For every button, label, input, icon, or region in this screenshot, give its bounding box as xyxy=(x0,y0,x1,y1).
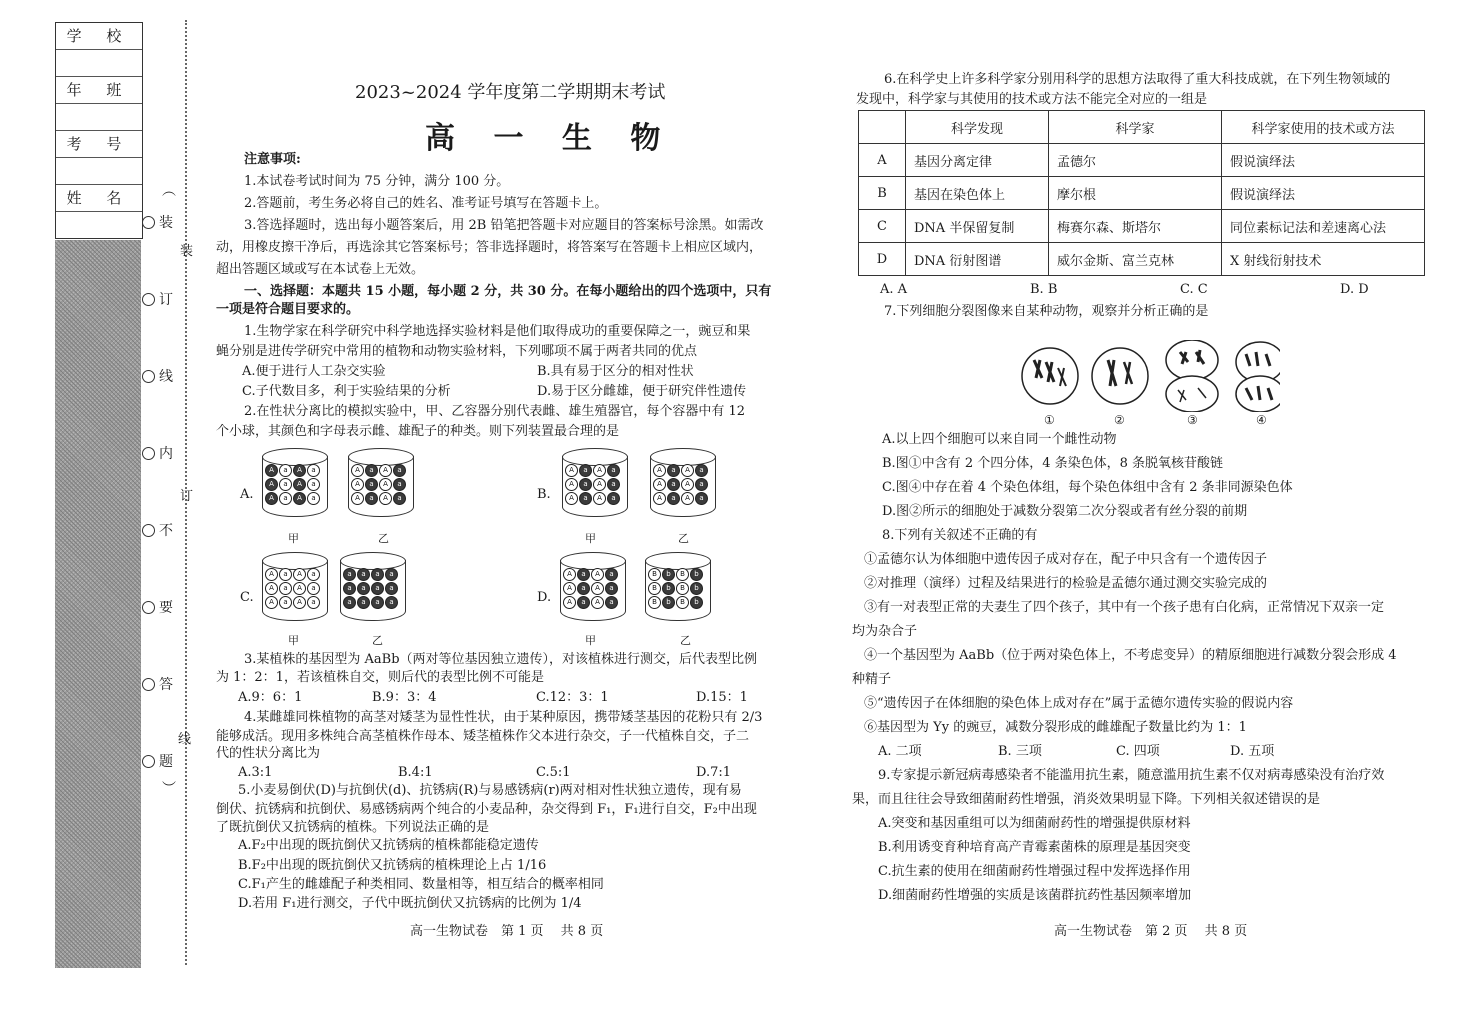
gamete-ball: a xyxy=(695,464,708,477)
q2-stem: 2.在性状分离比的模拟实验中，甲、乙容器分别代表雌、雄生殖器官，每个容器中有 12 xyxy=(244,404,746,419)
q8-statement: ⑤“遗传因子在体细胞的染色体上成对存在”属于孟德尔遗传实验的假说内容 xyxy=(864,696,1294,711)
q2-option-a-label: A. xyxy=(240,487,254,502)
gamete-ball: a xyxy=(579,464,592,477)
q8-statement: 种精子 xyxy=(852,672,892,687)
seal-circle-icon xyxy=(142,524,155,537)
q4-option-c: C.5:1 xyxy=(536,765,571,780)
jar-balls xyxy=(565,464,625,505)
jar-balls xyxy=(343,568,403,609)
q8-option-b: B. 三项 xyxy=(998,744,1042,759)
gamete-ball: a xyxy=(357,568,370,581)
gamete-ball: A xyxy=(653,478,666,491)
gamete-ball: A xyxy=(379,464,392,477)
gamete-ball: A xyxy=(265,568,278,581)
exam-title: 2023~2024 学年度第二学期期末考试 xyxy=(355,82,666,103)
cell-label: ④ xyxy=(1256,413,1267,427)
gamete-ball: a xyxy=(307,596,320,609)
gamete-ball: A xyxy=(563,568,576,581)
gamete-ball: a xyxy=(385,596,398,609)
table-header-cell xyxy=(859,111,906,144)
gamete-ball: A xyxy=(565,478,578,491)
gamete-ball: B xyxy=(648,596,661,609)
table-header-row xyxy=(859,111,1425,144)
q2-stem: 个小球，其颜色和字母表示雌、雄配子的种类。则下列装置最合理的是 xyxy=(216,424,620,439)
table-cell: X 射线衍射技术 xyxy=(1222,243,1425,276)
q6-option-b: B. B xyxy=(1030,282,1058,297)
gamete-ball: a xyxy=(607,464,620,477)
jar-caption: 甲 xyxy=(288,634,299,647)
gamete-ball: a xyxy=(577,568,590,581)
seal-word-1: 装 xyxy=(142,212,173,232)
jar-balls xyxy=(265,568,325,609)
q2-option-c-label: C. xyxy=(240,590,254,605)
gamete-ball: a xyxy=(343,596,356,609)
q8-statement: ④一个基因型为 AaBb（位于两对染色体上，不考虑变异）的精原细胞进行减数分裂会形成 4 xyxy=(864,648,1397,663)
q1-option-c: C.子代数目多，利于实验结果的分析 xyxy=(242,384,451,399)
gamete-ball: A xyxy=(591,568,604,581)
q8-statement: ③有一对表型正常的夫妻生了四个孩子，其中有一个孩子患有白化病，正常情况下双亲一定 xyxy=(864,600,1385,615)
gamete-ball: A xyxy=(293,596,306,609)
gamete-ball: A xyxy=(593,492,606,505)
gamete-ball: a xyxy=(307,492,320,505)
gamete-ball: A xyxy=(351,478,364,491)
table-cell: 假说演绎法 xyxy=(1222,144,1425,177)
gamete-ball: a xyxy=(667,478,680,491)
jar-caption: 甲 xyxy=(585,634,596,647)
seal-close-paren: ︶ xyxy=(162,781,176,797)
cell-label: ① xyxy=(1044,413,1055,427)
gamete-ball: a xyxy=(385,568,398,581)
gamete-ball: A xyxy=(265,596,278,609)
jar-caption: 乙 xyxy=(372,634,383,647)
seal-circle-icon xyxy=(142,293,155,306)
field-name-label: 姓 名 xyxy=(56,185,142,212)
q9-stem: 9.专家提示新冠病毒感染者不能滥用抗生素，随意滥用抗生素不仅对病毒感染没有治疗效 xyxy=(878,768,1385,783)
q4-stem: 能够成活。现用多株纯合高茎植株作母本、矮茎植株作父本进行杂交，子一代植株自交，子二 xyxy=(216,729,750,744)
gamete-ball: a xyxy=(371,596,384,609)
q7-option-c: C.图④中存在着 4 个染色体组，每个染色体组中含有 2 条非同源染色体 xyxy=(882,480,1293,495)
gamete-ball: A xyxy=(293,492,306,505)
cell-division-figures xyxy=(1020,340,1280,412)
jar-balls xyxy=(648,568,708,609)
gamete-ball: A xyxy=(351,464,364,477)
gamete-ball: a xyxy=(279,582,292,595)
jar-caption: 乙 xyxy=(678,532,689,545)
jar xyxy=(560,552,626,628)
q4-option-d: D.7:1 xyxy=(696,765,732,780)
q1-stem: 蝇分别是进传学研究中常用的植物和动物实验材料，下列哪项不属于两者共同的优点 xyxy=(216,344,698,359)
q4-option-b: B.4:1 xyxy=(398,765,433,780)
q4-stem: 4.某雌雄同株植物的高茎对矮茎为显性性状，由于某种原因，携带矮茎基因的花粉只有 2/3 xyxy=(244,710,763,725)
jar-caption: 乙 xyxy=(378,532,389,545)
table-row xyxy=(859,243,1425,276)
cell-label: ② xyxy=(1114,413,1125,427)
q5-stem: 倒伏、抗锈病和抗倒伏、易感锈病两个纯合的小麦品种，杂交得到 F₁，F₁进行自交，F₂中出现 xyxy=(216,802,757,817)
gamete-ball: a xyxy=(393,492,406,505)
seal-circle-icon xyxy=(142,370,155,383)
field-school-blank[interactable] xyxy=(56,50,142,77)
q9-option-d: D.细菌耐药性增强的实质是该菌群抗药性基因频率增加 xyxy=(878,888,1192,903)
jar xyxy=(262,448,328,524)
notice-line: 2.答题前，考生务必将自己的姓名、准考证号填写在答题卡上。 xyxy=(244,196,608,211)
gamete-ball: A xyxy=(591,582,604,595)
gamete-ball: a xyxy=(607,478,620,491)
gamete-ball: a xyxy=(279,478,292,491)
gamete-ball: a xyxy=(307,568,320,581)
gamete-ball: a xyxy=(343,582,356,595)
table-header-cell: 科学家使用的技术或方法 xyxy=(1222,111,1425,144)
q3-option-d: D.15：1 xyxy=(696,690,748,705)
gamete-ball: a xyxy=(577,596,590,609)
jar-balls xyxy=(653,464,713,505)
table-row xyxy=(859,177,1425,210)
gamete-ball: A xyxy=(293,568,306,581)
gamete-ball: A xyxy=(563,596,576,609)
gamete-ball: A xyxy=(351,492,364,505)
cell-figure-1 xyxy=(1022,348,1078,404)
table-cell: 假说演绎法 xyxy=(1222,177,1425,210)
q3-option-c: C.12：3：1 xyxy=(536,690,609,705)
q6-option-a: A. A xyxy=(880,282,908,297)
gamete-ball: A xyxy=(565,492,578,505)
jar xyxy=(340,552,406,628)
q3-option-b: B.9：3：4 xyxy=(372,690,437,705)
gamete-ball: a xyxy=(605,582,618,595)
table-cell: 摩尔根 xyxy=(1049,177,1222,210)
gamete-ball: A xyxy=(593,478,606,491)
table-cell: B xyxy=(859,177,906,210)
gamete-ball: a xyxy=(371,568,384,581)
gamete-ball: a xyxy=(579,492,592,505)
gamete-ball: B xyxy=(648,582,661,595)
gamete-ball: A xyxy=(379,492,392,505)
gamete-ball: a xyxy=(279,464,292,477)
q4-option-a: A.3:1 xyxy=(238,765,273,780)
gamete-ball: a xyxy=(307,582,320,595)
q3-stem: 为 1：2：1，若该植株自交，则后代的表型比例不可能是 xyxy=(216,670,544,685)
jar-balls xyxy=(265,464,325,505)
gamete-ball: A xyxy=(293,478,306,491)
gamete-ball: a xyxy=(343,568,356,581)
q6-stem: 6.在科学史上许多科学家分别用科学的思想方法取得了重大科技成就，在下列生物领域的 xyxy=(884,72,1391,87)
seal-circle-icon xyxy=(142,678,155,691)
field-class-label: 年 班 xyxy=(56,77,142,104)
gamete-ball: A xyxy=(293,582,306,595)
subject-title: 高 一 生 物 xyxy=(425,121,675,156)
gamete-ball: a xyxy=(605,596,618,609)
jar-caption: 甲 xyxy=(585,532,596,545)
cell-figure-2 xyxy=(1092,348,1148,404)
gamete-ball: A xyxy=(591,596,604,609)
gamete-ball: a xyxy=(279,568,292,581)
seal-word-8: 题 xyxy=(142,751,173,771)
q1-option-d: D.易于区分雌雄，便于研究伴性遗传 xyxy=(537,384,747,399)
q2-option-d-label: D. xyxy=(537,590,552,605)
q5-stem: 了既抗倒伏又抗锈病的植株。下列说法正确的是 xyxy=(216,820,490,835)
side-char-2: 订 xyxy=(180,489,194,504)
q9-option-b: B.利用诱变育种培育高产青霉素菌株的原理是基因突变 xyxy=(878,840,1191,855)
jar-caption: 甲 xyxy=(288,532,299,545)
seal-word-4: 内 xyxy=(142,443,173,463)
q6-stem: 发现中，科学家与其使用的技术或方法不能完全对应的一组是 xyxy=(856,92,1208,107)
q3-stem: 3.某植株的基因型为 AaBb（两对等位基因独立遗传），对该植株进行测交，后代表型比例 xyxy=(244,652,758,667)
q1-option-b: B.具有易于区分的相对性状 xyxy=(537,364,694,379)
gamete-ball: a xyxy=(307,478,320,491)
table-cell: 基因在染色体上 xyxy=(906,177,1049,210)
section-heading: 一项是符合题目要求的。 xyxy=(216,302,360,317)
gamete-ball: B xyxy=(676,568,689,581)
gamete-ball: A xyxy=(265,582,278,595)
jar-caption: 乙 xyxy=(680,634,691,647)
field-class-blank[interactable] xyxy=(56,104,142,131)
q3-option-a: A.9：6：1 xyxy=(238,690,303,705)
q4-stem: 代的性状分离比为 xyxy=(216,746,321,761)
gamete-ball: a xyxy=(279,492,292,505)
q8-statement: 均为杂合子 xyxy=(852,624,918,639)
binding-shaded-strip xyxy=(55,240,141,968)
seal-circle-icon xyxy=(142,447,155,460)
gamete-ball: b xyxy=(690,582,703,595)
jar xyxy=(645,552,711,628)
q7-option-b: B.图①中含有 2 个四分体，4 条染色体，8 条脱氧核苷酸链 xyxy=(882,456,1224,471)
gamete-ball: b xyxy=(690,568,703,581)
field-school-label: 学 校 xyxy=(56,23,142,50)
footer-left: 高一生物试卷 第 1 页 共 8 页 xyxy=(410,924,604,939)
q6-option-d: D. D xyxy=(1340,282,1369,297)
gamete-ball: a xyxy=(357,596,370,609)
gamete-ball: b xyxy=(662,596,675,609)
section-heading: 一、选择题：本题共 15 小题，每小题 2 分，共 30 分。在每小题给出的四个选项中，只有 xyxy=(244,284,772,299)
table-cell: A xyxy=(859,144,906,177)
seal-word-6: 要 xyxy=(142,597,173,617)
seal-open-paren: ︵ xyxy=(162,183,176,199)
table-cell: DNA 衍射图谱 xyxy=(906,243,1049,276)
gamete-ball: a xyxy=(365,464,378,477)
seal-circle-icon xyxy=(142,601,155,614)
notice-line: 1.本试卷考试时间为 75 分钟，满分 100 分。 xyxy=(244,174,510,189)
table-row xyxy=(859,210,1425,243)
gamete-ball: a xyxy=(607,492,620,505)
gamete-ball: a xyxy=(579,478,592,491)
notice-line: 3.答选择题时，选出每小题答案后，用 2B 铅笔把答题卡对应题目的答案标号涂黑。如需改 xyxy=(244,218,764,233)
gamete-ball: a xyxy=(605,568,618,581)
jar xyxy=(562,448,628,524)
gamete-ball: A xyxy=(565,464,578,477)
gamete-ball: A xyxy=(563,582,576,595)
q1-option-a: A.便于进行人工杂交实验 xyxy=(242,364,386,379)
q8-option-c: C. 四项 xyxy=(1116,744,1160,759)
notice-line: 超出答题区域或写在本试卷上无效。 xyxy=(216,262,425,277)
gamete-ball: A xyxy=(681,478,694,491)
cell-figure-4 xyxy=(1236,342,1280,412)
gamete-ball: a xyxy=(357,582,370,595)
gamete-ball: b xyxy=(690,596,703,609)
gamete-ball: a xyxy=(667,464,680,477)
table-cell: C xyxy=(859,210,906,243)
field-name-blank[interactable] xyxy=(56,212,142,238)
q7-option-a: A.以上四个细胞可以来自同一个雌性动物 xyxy=(882,432,1117,447)
gamete-ball: A xyxy=(681,464,694,477)
jar xyxy=(650,448,716,524)
q9-option-a: A.突变和基因重组可以为细菌耐药性的增强提供原材料 xyxy=(878,816,1191,831)
q7-option-d: D.图②所示的细胞处于减数分裂第二次分裂或者有丝分裂的前期 xyxy=(882,504,1248,519)
gamete-ball: B xyxy=(648,568,661,581)
jar-balls xyxy=(351,464,411,505)
notice-heading: 注意事项: xyxy=(244,152,301,167)
q5-option-c: C.F₁产生的雌雄配子种类相同、数量相等，相互结合的概率相同 xyxy=(238,877,604,892)
table-cell: DNA 半保留复制 xyxy=(906,210,1049,243)
gamete-ball: A xyxy=(593,464,606,477)
table-cell: 威尔金斯、富兰克林 xyxy=(1049,243,1222,276)
cell-figure-3 xyxy=(1166,340,1218,412)
table-row xyxy=(859,144,1425,177)
gamete-ball: A xyxy=(653,492,666,505)
seal-word-5: 不 xyxy=(142,520,173,540)
seal-word-2: 订 xyxy=(142,289,173,309)
side-char-3: 线 xyxy=(178,732,192,747)
field-number-blank[interactable] xyxy=(56,158,142,185)
gamete-ball: a xyxy=(577,582,590,595)
seal-word-3: 线 xyxy=(142,366,173,386)
cell-label: ③ xyxy=(1187,413,1198,427)
q2-option-b-label: B. xyxy=(537,487,551,502)
gamete-ball: a xyxy=(365,478,378,491)
gamete-ball: a xyxy=(365,492,378,505)
gamete-ball: A xyxy=(265,478,278,491)
gamete-ball: b xyxy=(662,582,675,595)
gamete-ball: a xyxy=(393,478,406,491)
gamete-ball: A xyxy=(681,492,694,505)
table-cell: D xyxy=(859,243,906,276)
gamete-ball: a xyxy=(393,464,406,477)
gamete-ball: a xyxy=(279,596,292,609)
q8-statement: ①孟德尔认为体细胞中遗传因子成对存在，配子中只含有一个遗传因子 xyxy=(864,552,1268,567)
table-cell: 基因分离定律 xyxy=(906,144,1049,177)
jar-balls xyxy=(563,568,623,609)
table-header-cell: 科学发现 xyxy=(906,111,1049,144)
table-cell: 梅赛尔森、斯塔尔 xyxy=(1049,210,1222,243)
gamete-ball: A xyxy=(293,464,306,477)
q8-statement: ②对推理（演绎）过程及结果进行的检验是孟德尔通过测交实验完成的 xyxy=(864,576,1268,591)
seal-word-7: 答 xyxy=(142,674,173,694)
table-cell: 孟德尔 xyxy=(1049,144,1222,177)
q8-option-a: A. 二项 xyxy=(878,744,922,759)
footer-right: 高一生物试卷 第 2 页 共 8 页 xyxy=(1054,924,1248,939)
field-number-label: 考 号 xyxy=(56,131,142,158)
gamete-ball: a xyxy=(667,492,680,505)
gamete-ball: a xyxy=(385,582,398,595)
side-char-1: 装 xyxy=(180,244,194,259)
q5-option-b: B.F₂中出现的既抗倒伏又抗锈病的植株理论上占 1/16 xyxy=(238,858,547,873)
q5-option-a: A.F₂中出现的既抗倒伏又抗锈病的植株都能稳定遗传 xyxy=(238,838,539,853)
seal-circle-icon xyxy=(142,216,155,229)
table-cell: 同位素标记法和差速离心法 xyxy=(1222,210,1425,243)
gamete-ball: b xyxy=(662,568,675,581)
seal-circle-icon xyxy=(142,755,155,768)
gamete-ball: A xyxy=(379,478,392,491)
gamete-ball: a xyxy=(307,464,320,477)
q5-stem: 5.小麦易倒伏(D)与抗倒伏(d)、抗锈病(R)与易感锈病(r)两对相对性状独立遗传，现有易 xyxy=(238,783,742,798)
gamete-ball: a xyxy=(695,478,708,491)
jar xyxy=(262,552,328,628)
q6-table xyxy=(858,110,1425,276)
q1-stem: 1.生物学家在科学研究中科学地选择实验材料是他们取得成功的重要保障之一，豌豆和果 xyxy=(244,324,751,339)
student-info-box xyxy=(55,22,143,239)
q6-option-c: C. C xyxy=(1180,282,1208,297)
gamete-ball: B xyxy=(676,582,689,595)
gamete-ball: A xyxy=(653,464,666,477)
gamete-ball: B xyxy=(676,596,689,609)
q8-statement: ⑥基因型为 Yy 的豌豆，减数分裂形成的雌雄配子数量比约为 1：1 xyxy=(864,720,1247,735)
q9-stem: 果，而且往往会导致细菌耐药性增强，消炎效果明显下降。下列相关叙述错误的是 xyxy=(852,792,1321,807)
gamete-ball: a xyxy=(695,492,708,505)
notice-line: 动，用橡皮擦干净后，再选涂其它答案标号；答非选择题时，将答案写在答题卡上相应区域内， xyxy=(216,240,763,255)
jar xyxy=(348,448,414,524)
table-header-cell: 科学家 xyxy=(1049,111,1222,144)
gamete-ball: A xyxy=(265,492,278,505)
gamete-ball: a xyxy=(371,582,384,595)
q8-option-d: D. 五项 xyxy=(1230,744,1275,759)
q7-stem: 7.下列细胞分裂图像来自某种动物，观察并分析正确的是 xyxy=(884,304,1209,319)
gamete-ball: A xyxy=(265,464,278,477)
q9-option-c: C.抗生素的使用在细菌耐药性增强过程中发挥选择作用 xyxy=(878,864,1191,879)
q8-stem: 8.下列有关叙述不正确的有 xyxy=(882,528,1038,543)
q5-option-d: D.若用 F₁进行测交，子代中既抗倒伏又抗锈病的比例为 1/4 xyxy=(238,896,582,911)
